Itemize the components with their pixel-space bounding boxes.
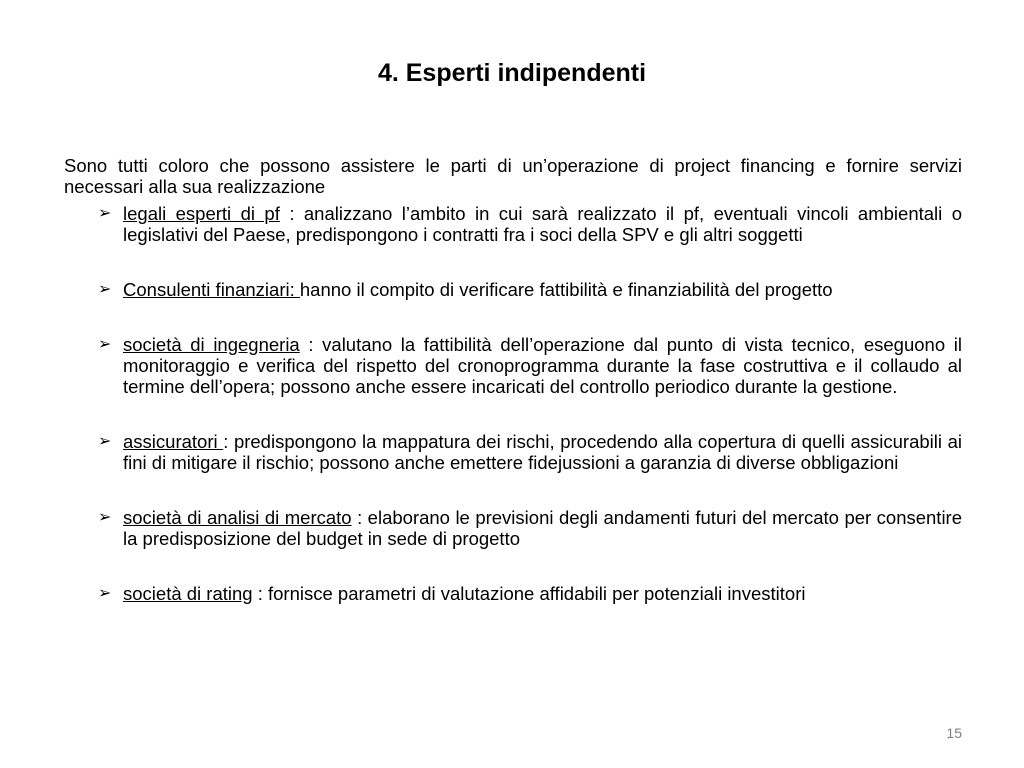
item-description: : predispongono la mappatura dei rischi, procedendo alla copertura di quelli assicurabili ai fini di mitigare il rischio; possono anche emettere fidejussioni a garanzia di diverse obbligazioni <box>123 431 962 473</box>
list-item-analisi-mercato <box>98 507 962 549</box>
expert-list <box>98 203 962 604</box>
item-description: : analizzano l’ambito in cui sarà realizzato il pf, eventuali vincoli ambientali o legislativi del Paese, predispongono i contratti fra i soci della SPV e gli altri soggetti <box>123 203 962 245</box>
list-item-ingegneria <box>98 334 962 397</box>
arrow-right-icon: ➢ <box>98 433 112 450</box>
intro-paragraph: Sono tutti coloro che possono assistere le parti di un’operazione di project financing e fornire servizi necessari alla sua realizzazione <box>64 155 962 197</box>
slide-title: 4. Esperti indipendenti <box>377 59 647 87</box>
arrow-right-icon: ➢ <box>98 509 112 526</box>
item-term: legali esperti di pf <box>123 203 280 224</box>
item-term: società di analisi di mercato <box>123 507 352 528</box>
item-description: : fornisce parametri di valutazione affidabili per potenziali investitori <box>252 583 806 604</box>
arrow-right-icon: ➢ <box>98 205 112 222</box>
list-item-assicuratori <box>98 431 962 473</box>
item-term: Consulenti finanziari: <box>123 279 300 300</box>
list-item-consulenti <box>98 279 962 300</box>
item-description: : elaborano le previsioni degli andamenti futuri del mercato per consentire la predisposizione del budget in sede di progetto <box>123 507 963 549</box>
arrow-right-icon: ➢ <box>98 585 112 602</box>
item-description: hanno il compito di verificare fattibilità e finanziabilità del progetto <box>299 279 833 300</box>
item-term: società di rating <box>123 583 253 604</box>
item-term: assicuratori <box>123 431 224 452</box>
item-term: società di ingegneria <box>123 334 300 355</box>
arrow-right-icon: ➢ <box>98 336 112 353</box>
list-item-rating <box>98 583 962 604</box>
page-number: 15 <box>946 725 962 741</box>
arrow-right-icon: ➢ <box>98 281 112 298</box>
list-item-legali <box>98 203 962 245</box>
item-description: : valutano la fattibilità dell’operazione dal punto di vista tecnico, eseguono il monitoraggio e verifica del rispetto del cronoprogramma durante la fase costruttiva e il collaudo al termine dell’opera; possono anche essere incaricati del controllo periodico durante la gestione. <box>123 334 962 397</box>
